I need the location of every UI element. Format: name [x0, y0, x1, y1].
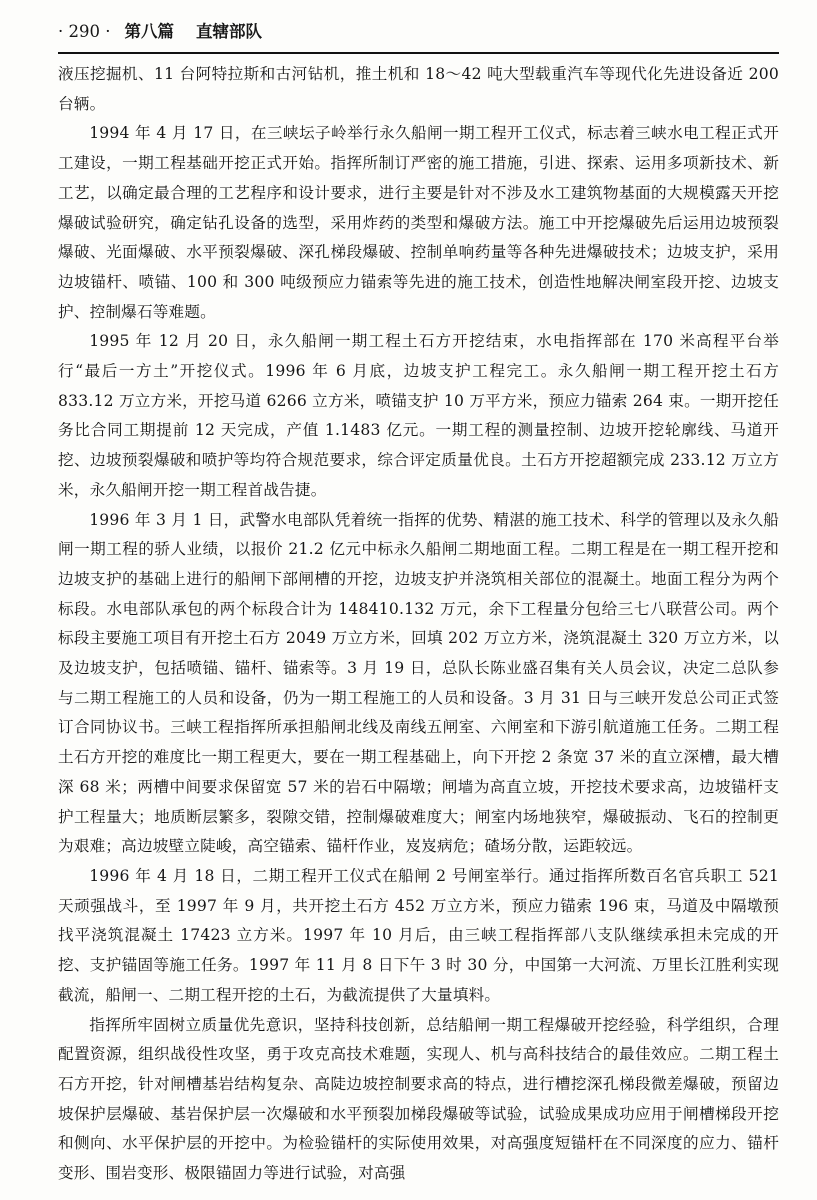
- header-rule: [58, 52, 779, 54]
- paragraph: 液压挖掘机、11 台阿特拉斯和古河钻机，推土机和 18～42 吨大型载重汽车等现代化先进设备近 200 台辆。: [58, 65, 779, 113]
- page-number: · 290 ·: [58, 22, 111, 41]
- paragraph: 指挥所牢固树立质量优先意识，坚持科技创新，总结船闸一期工程爆破开挖经验，科学组织，合理配置资源，组织战役性攻坚，勇于攻克高技术难题，实现人、机与高科技结合的最佳效应。二期工程土石方开挖，针对闸槽基岩结构复杂、高陡边坡控制要求高的特点，进行槽挖深孔梯段微差爆破，预留边坡保护层爆破、基岩保护层一次爆破和水平预裂加梯段爆破等试验，试验成果成功应用于闸槽梯段开挖和侧向、水平保护层的开挖中。为检验锚杆的实际使用效果，对高强度短锚杆在不同深度的应力、锚杆变形、围岩变形、极限锚固力等进行试验，对高强: [58, 1015, 779, 1183]
- paragraph: 1994 年 4 月 17 日，在三峡坛子岭举行永久船闸一期工程开工仪式，标志着三峡水电工程正式开工建设，一期工程基础开挖正式开始。指挥所制订严密的施工措施，引进、探索、运用多项新技术、新工艺，以确定最合理的工艺程序和设计要求，进行主要是针对不涉及水工建筑物基面的大规模露天开挖爆破试验研究，确定钻孔设备的选型，采用炸药的类型和爆破方法。施工中开挖爆破先后运用边坡预裂爆破、光面爆破、水平预裂爆破、深孔梯段爆破、控制单响药量等各种先进爆破技术；边坡支护，采用边坡锚杆、喷锚、100 和 300 吨级预应力锚索等先进的施工技术，创造性地解决闸室段开挖、边坡支护、控制爆石等难题。: [58, 124, 779, 321]
- paragraph: 1996 年 4 月 18 日，二期工程开工仪式在船闸 2 号闸室举行。通过指挥所数百名官兵职工 521 天顽强战斗，至 1997 年 9 月，共开挖土石方 452 万立方米，预应力锚索 196 束，马道及中隔墩预找平浇筑混凝土 17423 立方米。1997 年 10 月后，由三峡工程指挥部八支队继续承担未完成的开挖、支护锚固等施工任务。1997 年 11 月 8 日下午 3 时 30 分，中国第一大河流、万里长江胜利实现截流，船闸一、二期工程开挖的土石，为截流提供了大量填料。: [58, 866, 779, 1004]
- section-title: 直辖部队: [195, 22, 262, 41]
- part-title: 第八篇: [124, 22, 174, 41]
- paragraph: 1996 年 3 月 1 日，武警水电部队凭着统一指挥的优势、精湛的施工技术、科学的管理以及永久船闸一期工程的骄人业绩，以报价 21.2 亿元中标永久船闸二期地面工程。二期工程是在一期工程开挖和边坡支护的基础上进行的船闸下部闸槽的开挖，边坡支护并浇筑相关部位的混凝土。地面工程分为两个标段。水电部队承包的两个标段合计为 148410.132 万元，余下工程量分包给三七八联营公司。两个标段主要施工项目有开挖土石方 2049 万立方米，回填 202 万立方米，浇筑混凝土 320 万立方米，以及边坡支护，包括喷锚、锚杆、锚索等。3 月 19 日，总队长陈业盛召集有关人员会议，决定二总队参与二期工程施工的人员和设备，仍为一期工程施工的人员和设备。3 月 31 日与三峡开发总公司正式签订合同协议书。三峡工程指挥所承担船闸北线及南线五闸室、六闸室和下游引航道施工任务。二期工程土石方开挖的难度比一期工程更大，要在一期工程基础上，向下开挖 2 条宽 37 米的直立深槽，最大槽深 68 米；两槽中间要求保留宽 57 米的岩石中隔墩；闸墙为高直立坡，开挖技术要求高，边坡锚杆支护工程量大；地质断层繁多，裂隙交错，控制爆破难度大；闸室内场地狭窄，爆破振动、飞石的控制更为艰难；高边坡壁立陡峻，高空锚索、锚杆作业，岌岌病危；碴场分散，运距较远。: [58, 510, 779, 856]
- body-text: [58, 60, 779, 1189]
- paragraph: 1995 年 12 月 20 日，永久船闸一期工程土石方开挖结束，水电指挥部在 170 米高程平台举行“最后一方土”开挖仪式。1996 年 6 月底，边坡支护工程完工。永久船闸一期工程开挖土石方 833.12 万立方米，开挖马道 6266 立方米，喷锚支护 10 万平方米，预应力锚索 264 束。一期开挖任务比合同工期提前 12 天完成，产值 1.1483 亿元。一期工程的测量控制、边坡开挖轮廓线、马道开挖、边坡预裂爆破和喷护等均符合规范要求，综合评定质量优良。土石方开挖超额完成 233.12 万立方米，永久船闸开挖一期工程首战告捷。: [58, 332, 779, 499]
- page-header: [58, 18, 779, 52]
